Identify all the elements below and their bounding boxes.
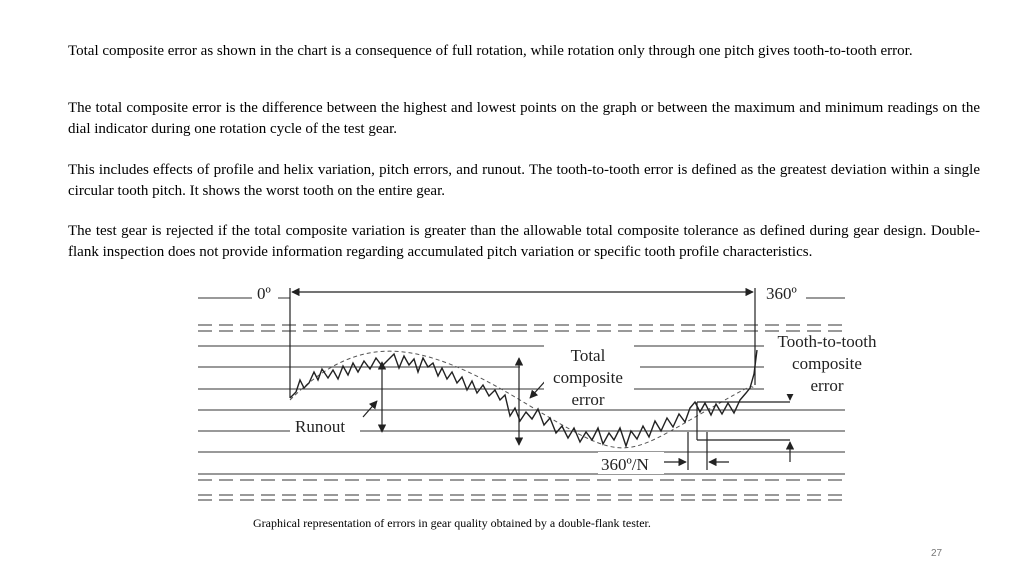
label-360-degrees: 360º (766, 284, 797, 303)
label-tooth-to-tooth-line2: composite (792, 354, 862, 373)
paragraph-error-effects: This includes effects of profile and helix variation, pitch errors, and runout. The tooth-to-tooth error is defined as the greatest deviation within a single circular tooth pitch. It shows the worst tooth on the entire gear. (68, 162, 980, 199)
runout-sine-curve (290, 351, 755, 448)
page-number: 27 (931, 548, 943, 559)
label-tooth-to-tooth-line3: error (810, 376, 844, 395)
runout-indicator (363, 362, 382, 432)
label-pitch-angle: 360º/N (601, 455, 649, 474)
paragraph-composite-error-intro: Total composite error as shown in the chart is a consequence of full rotation, while rotation only through one pitch gives tooth-to-tooth error. (68, 43, 913, 59)
figure-caption: Graphical representation of errors in gear quality obtained by a double-flank tester. (253, 516, 651, 530)
label-runout: Runout (295, 417, 346, 436)
composite-error-trace (290, 350, 757, 446)
label-tooth-to-tooth-line1: Tooth-to-tooth (777, 332, 877, 351)
label-zero-degrees: 0º (257, 284, 271, 303)
label-total-line1: Total (570, 346, 606, 365)
total-composite-error-indicator (519, 358, 548, 445)
chart-paper-lines (198, 298, 845, 500)
label-total-line3: error (571, 390, 605, 409)
label-total-line2: composite (553, 368, 623, 387)
full-rotation-dimension (290, 288, 755, 398)
paragraph-rejection-criteria: The test gear is rejected if the total composite variation is greater than the allowable total composite tolerance as defined during gear design. Double-flank inspection does not provide information regarding accumulated pitch variation or specific tooth profile characteristics. (68, 223, 980, 260)
paragraph-total-composite-definition: The total composite error is the difference between the highest and lowest points on the graph or between the maximum and minimum readings on the dial indicator during one rotation cycle of the test gear. (68, 100, 980, 137)
